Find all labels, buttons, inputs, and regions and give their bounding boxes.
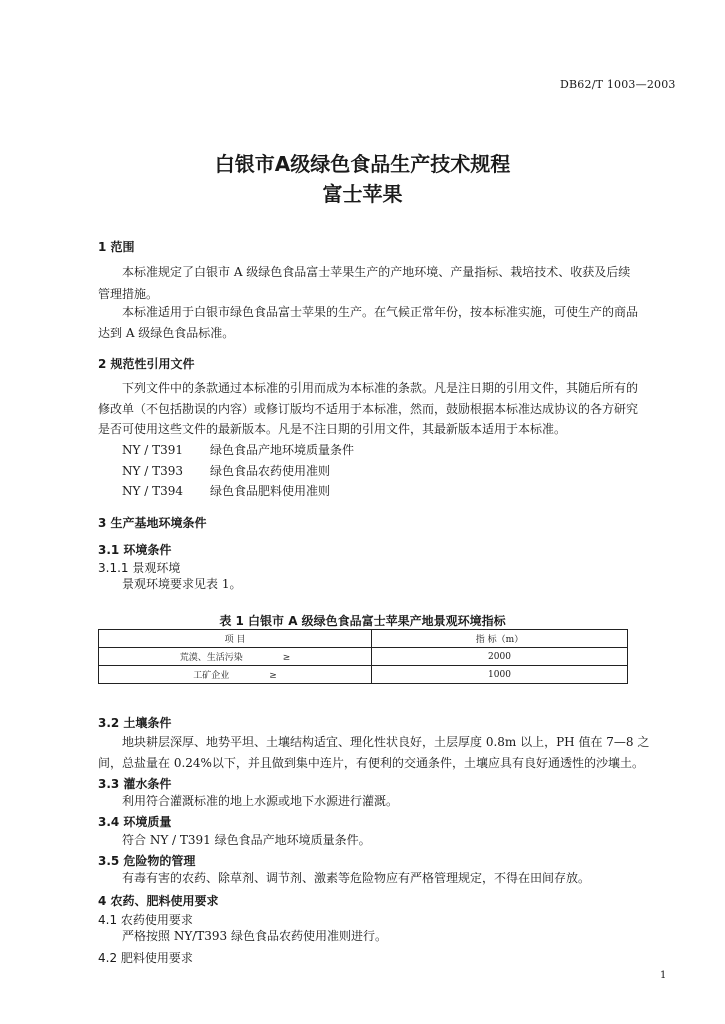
section-2-paragraph-line-2: 修改单（不包括勘误的内容）或修订版均不适用于本标准，然而，鼓励根据本标准达成协议的各方研究 [98, 402, 639, 416]
section-1-paragraph-2-line-2: 达到 A 级绿色食品标准。 [98, 326, 235, 340]
operator: ≥ [282, 653, 291, 663]
document-title: 白银市A级绿色食品生产技术规程 [214, 152, 511, 176]
table-cell-item [99, 648, 372, 666]
landscape-index-table [98, 629, 628, 684]
section-3-heading: 3 生产基地环境条件 [98, 516, 207, 530]
section-3-5-text: 有毒有害的农药、除草剂、调节剂、激素等危险物应有严格管理规定，不得在田间存放。 [122, 871, 591, 885]
operator: ≥ [269, 671, 277, 681]
table-header-row [99, 630, 628, 648]
section-1-paragraph-2-line-1: 本标准适用于白银市绿色食品富士苹果的生产。在气候正常年份，按本标准实施，可使生产的商品 [122, 305, 639, 319]
table-header-item: 项 目 [99, 630, 372, 648]
table-row [99, 648, 628, 666]
reference-code: NY / T391 [122, 443, 184, 457]
table-cell-value: 1000 [372, 666, 628, 684]
section-3-1-1-text: 景观环境要求见表 1。 [122, 577, 242, 591]
table-header-value: 指 标（m） [372, 630, 628, 648]
section-3-2-text-line-1: 地块耕层深厚、地势平坦、土壤结构适宜、理化性状良好，土层厚度 0.8m 以上，PH 值在 7—8 之 [122, 735, 650, 749]
reference-name: 绿色食品产地环境质量条件 [210, 443, 355, 457]
section-4-heading: 4 农药、肥料使用要求 [98, 894, 219, 908]
table-cell-value: 2000 [372, 648, 628, 666]
document-number: DB62/T 1003—2003 [560, 78, 676, 91]
reference-code: NY / T394 [122, 484, 184, 498]
reference-name: 绿色食品农药使用准则 [210, 464, 331, 478]
section-4-1-heading: 4.1 农药使用要求 [98, 913, 193, 927]
section-1-heading: 1 范围 [98, 240, 135, 254]
document-subtitle: 富士苹果 [322, 182, 403, 206]
section-3-1-heading: 3.1 环境条件 [98, 543, 172, 557]
page-number: 1 [660, 970, 667, 981]
section-3-3-heading: 3.3 灌水条件 [98, 777, 172, 791]
section-4-2-heading: 4.2 肥料使用要求 [98, 951, 193, 965]
reference-name: 绿色食品肥料使用准则 [210, 484, 331, 498]
section-3-3-text: 利用符合灌溉标准的地上水源或地下水源进行灌溉。 [122, 794, 399, 808]
section-1-paragraph-1-line-1: 本标准规定了白银市 A 级绿色食品富士苹果生产的产地环境、产量指标、栽培技术、收获及后续 [122, 265, 631, 279]
section-1-paragraph-1-line-2: 管理措施。 [98, 287, 159, 301]
table-row [99, 666, 628, 684]
section-3-2-text-line-2: 间，总盐量在 0.24%以下，并且做到集中连片，有便利的交通条件，土壤应具有良好通透性的沙壤土。 [98, 756, 644, 770]
section-4-1-text: 严格按照 NY/T393 绿色食品农药使用准则进行。 [122, 929, 388, 943]
section-2-paragraph-line-3: 是否可使用这些文件的最新版本。凡是不注日期的引用文件，其最新版本适用于本标准。 [98, 422, 567, 436]
section-3-2-heading: 3.2 土壤条件 [98, 716, 172, 730]
item-label: 工矿企业 [193, 671, 230, 681]
section-3-1-1-heading: 3.1.1 景观环境 [98, 561, 181, 575]
item-label: 荒漠、生活污染 [179, 653, 243, 663]
section-2-paragraph-line-1: 下列文件中的条款通过本标准的引用而成为本标准的条款。凡是注日期的引用文件，其随后所有的 [122, 381, 639, 395]
section-2-heading: 2 规范性引用文件 [98, 357, 195, 371]
table-caption: 表 1 白银市 A 级绿色食品富士苹果产地景观环境指标 [219, 614, 506, 628]
reference-code: NY / T393 [122, 464, 184, 478]
table-cell-item [99, 666, 372, 684]
section-3-4-heading: 3.4 环境质量 [98, 815, 172, 829]
section-3-5-heading: 3.5 危险物的管理 [98, 854, 196, 868]
section-3-4-text: 符合 NY / T391 绿色食品产地环境质量条件。 [122, 833, 371, 847]
